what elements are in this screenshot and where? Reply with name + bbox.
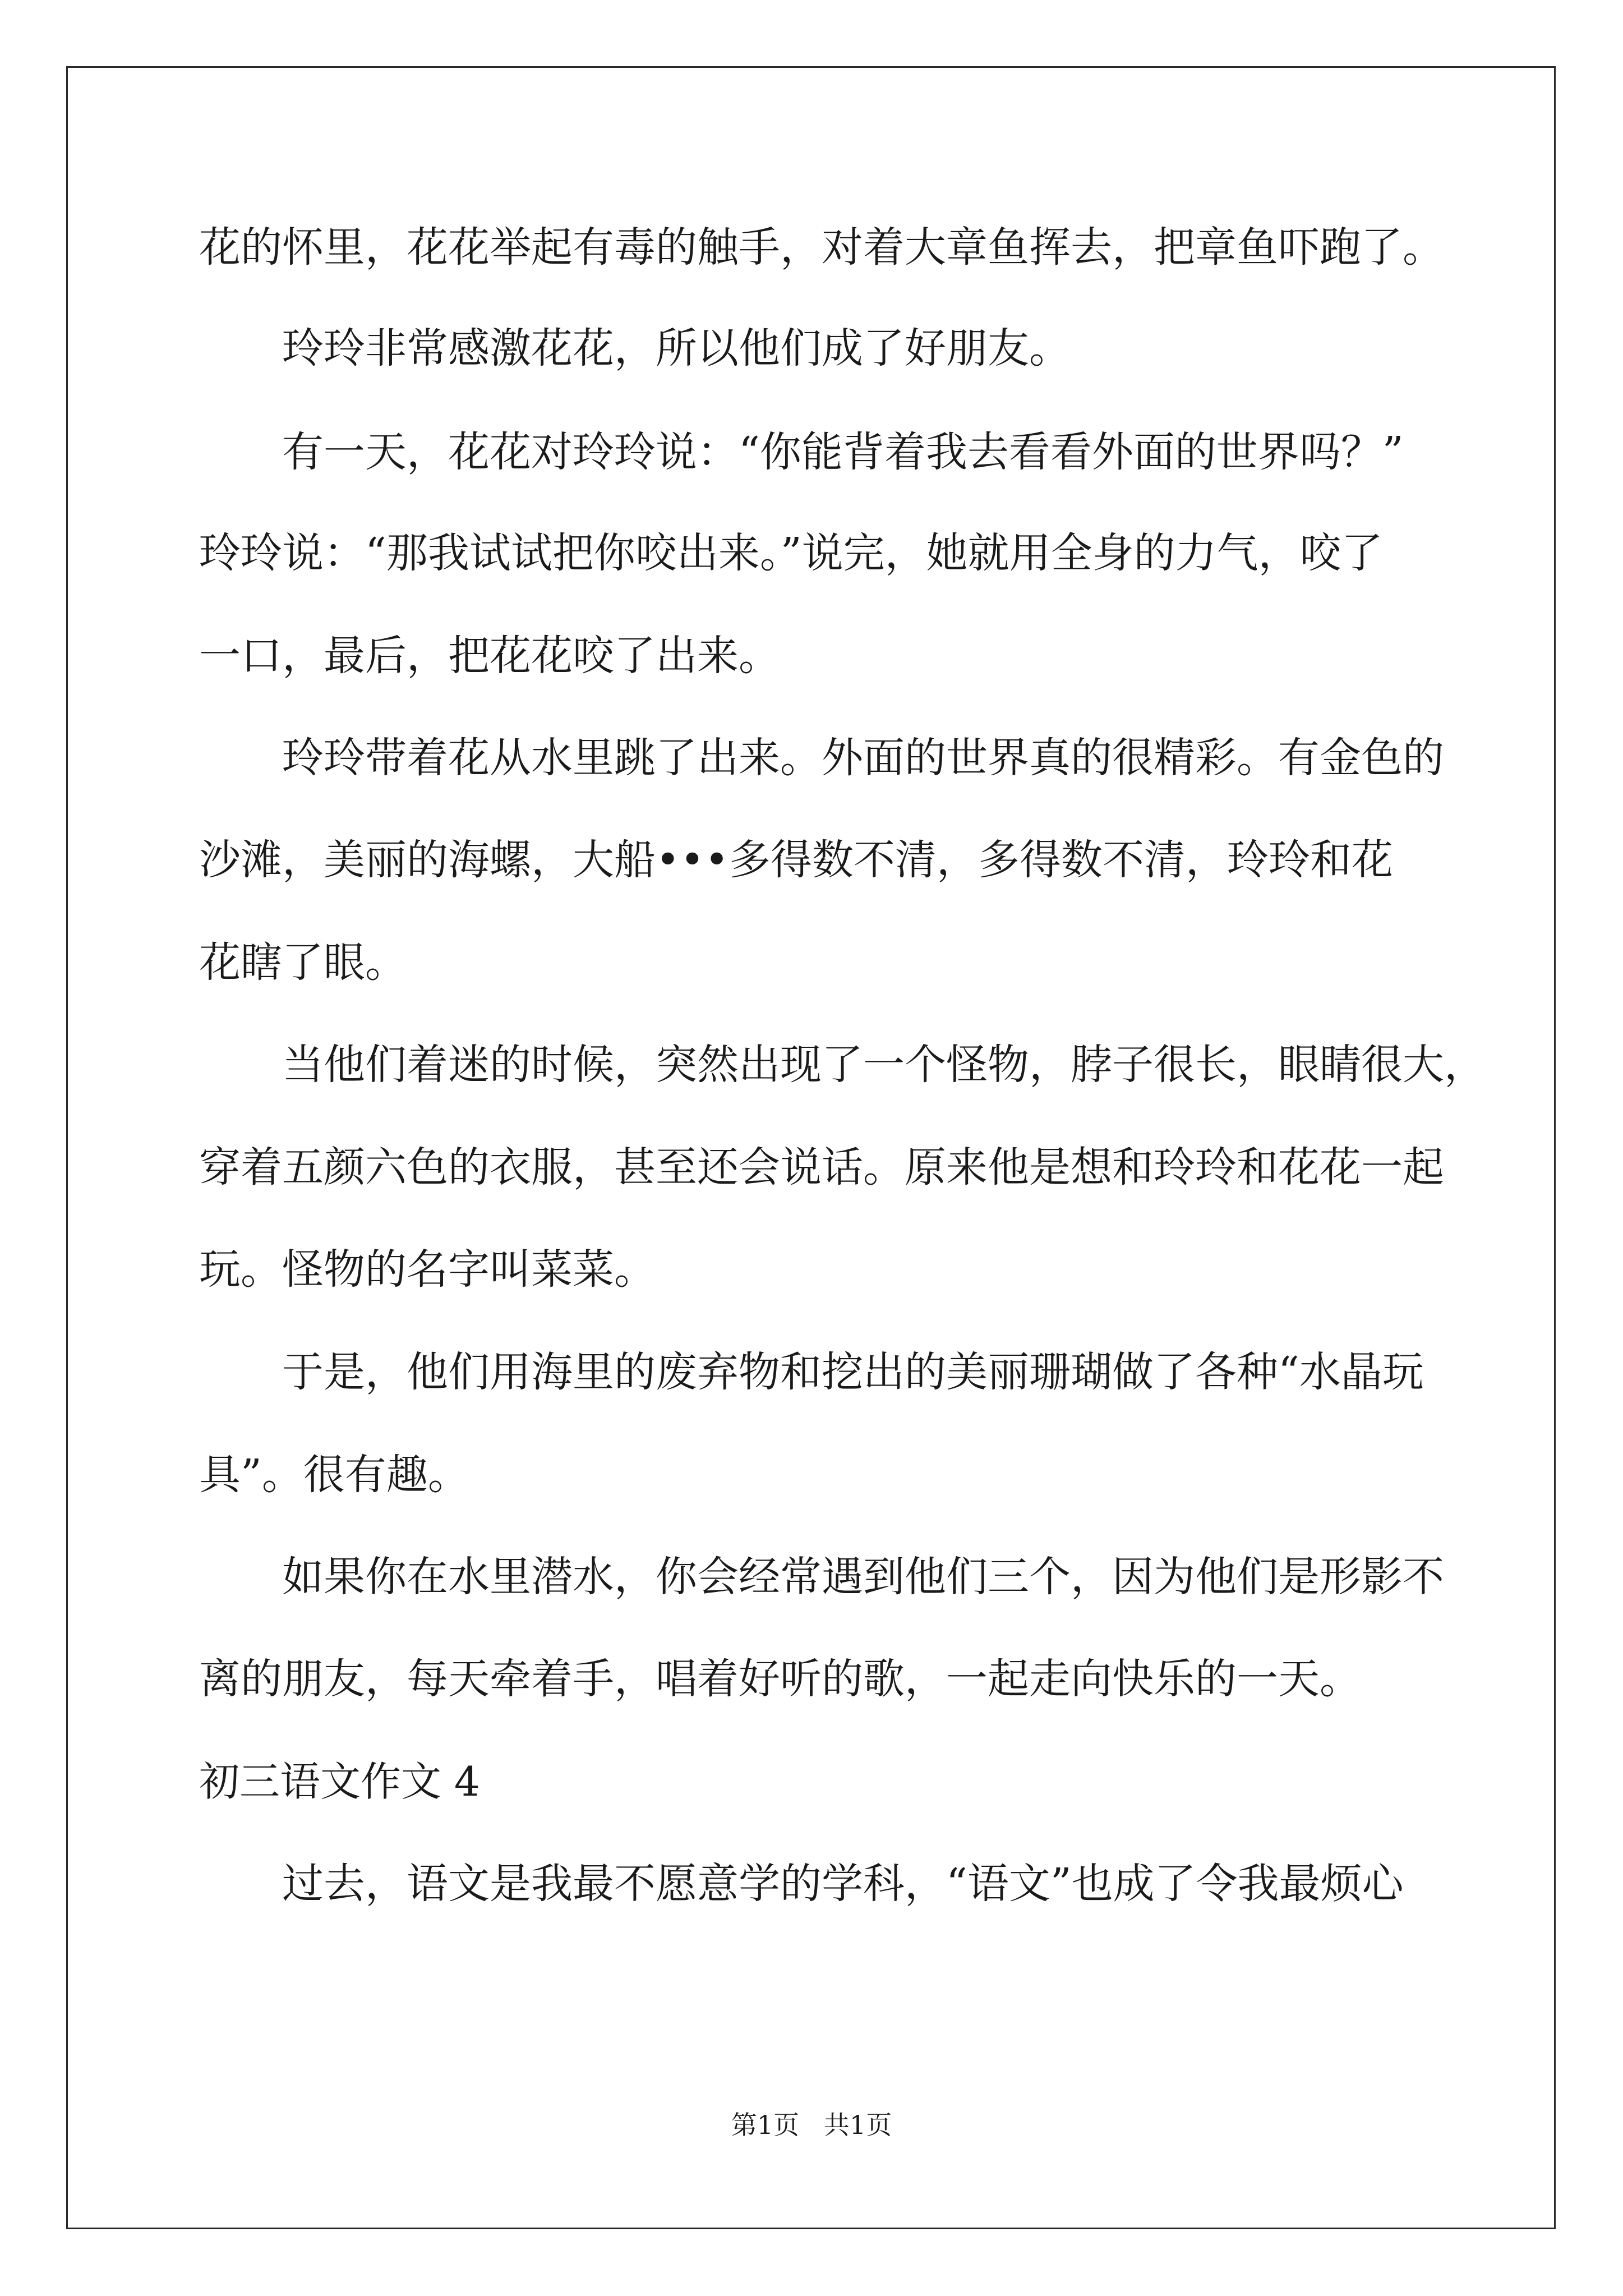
paragraph-line: 一口，最后，把花花咬了出来。 bbox=[199, 632, 780, 680]
paragraph-line: 过去，语文是我最不愿意学的学科，“语文”也成了令我最烦心 bbox=[282, 1860, 1404, 1908]
page-number-footer: 第1页 共1页 bbox=[731, 2110, 892, 2140]
paragraph-line: 沙滩，美丽的海螺，大船•••多得数不清，多得数不清，玲玲和花 bbox=[199, 836, 1393, 884]
paragraph-line: 当他们着迷的时候，突然出现了一个怪物，脖子很长，眼睛很大， bbox=[282, 1041, 1486, 1089]
paragraph-line: 具”。很有趣。 bbox=[199, 1451, 469, 1499]
paragraph-line: 如果你在水里潜水，你会经常遇到他们三个，因为他们是形影不 bbox=[282, 1553, 1444, 1601]
section-heading: 初三语文作文 4 bbox=[199, 1758, 480, 1805]
paragraph-line: 穿着五颜六色的衣服，甚至还会说话。原来他是想和玲玲和花花一起 bbox=[199, 1143, 1444, 1191]
paragraph-line: 玲玲带着花从水里跳了出来。外面的世界真的很精彩。有金色的 bbox=[282, 734, 1444, 782]
paragraph-line: 离的朋友，每天牵着手，唱着好听的歌，一起走向快乐的一天。 bbox=[199, 1655, 1361, 1703]
paragraph-line: 花的怀里，花花举起有毒的触手，对着大章鱼挥去，把章鱼吓跑了。 bbox=[199, 223, 1444, 272]
paragraph-line: 玲玲说：“那我试试把你咬出来。”说完，她就用全身的力气，咬了 bbox=[199, 529, 1383, 577]
paragraph-line: 于是，他们用海里的废弃物和挖出的美丽珊瑚做了各种“水晶玩 bbox=[282, 1348, 1424, 1396]
paragraph-line: 花瞎了眼。 bbox=[199, 938, 407, 987]
paragraph-line: 玩。怪物的名字叫菜菜。 bbox=[199, 1245, 656, 1294]
paragraph-line: 玲玲非常感激花花，所以他们成了好朋友。 bbox=[282, 324, 1071, 372]
paragraph-line: 有一天，花花对玲玲说：“你能背着我去看看外面的世界吗？” bbox=[282, 428, 1404, 476]
